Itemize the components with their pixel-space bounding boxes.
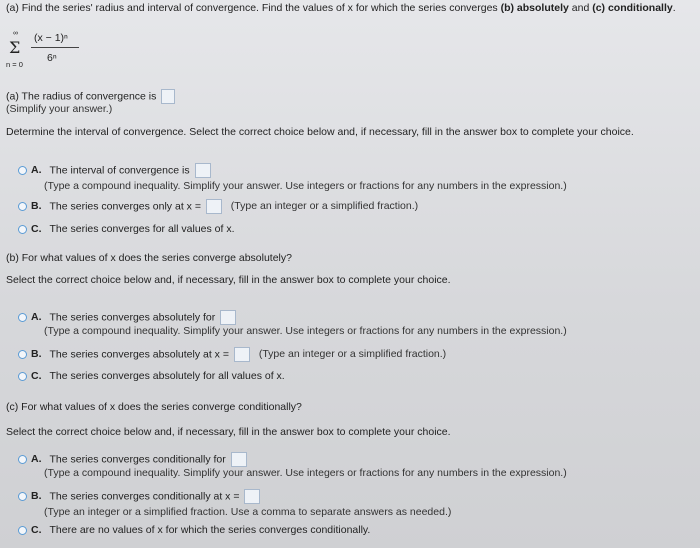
interval-answer-box[interactable] — [195, 163, 211, 178]
option-letter: A. — [31, 453, 42, 466]
sigma-upper-limit: ∞ — [13, 30, 18, 37]
option-text: The interval of convergence is — [49, 164, 190, 177]
radio-button[interactable] — [18, 372, 27, 381]
part-c-option-a[interactable] — [18, 452, 247, 467]
series-formula — [6, 30, 96, 72]
radio-button[interactable] — [18, 225, 27, 234]
radio-button[interactable] — [18, 202, 27, 211]
question-c-part: (c) conditionally — [592, 2, 673, 14]
option-letter: A. — [31, 311, 42, 324]
part-a-option-b[interactable] — [18, 199, 418, 214]
option-letter: B. — [31, 490, 42, 503]
radio-button[interactable] — [18, 350, 27, 359]
part-a-instruction: Determine the interval of convergence. Select the correct choice below and, if necessary, fill in the answer box to complete your choice. — [6, 126, 634, 138]
option-text: The series converges conditionally at x = — [49, 490, 240, 503]
sigma-lower-limit: n = 0 — [6, 60, 23, 69]
absolute-x-answer-box[interactable] — [234, 347, 250, 362]
part-c-option-b[interactable] — [18, 489, 260, 504]
option-letter: C. — [31, 370, 42, 382]
radius-line — [6, 89, 175, 104]
option-letter: A. — [31, 164, 42, 177]
part-c-option-c[interactable] — [18, 524, 370, 536]
radio-button[interactable] — [18, 313, 27, 322]
part-b-instruction: Select the correct choice below and, if necessary, fill in the answer box to complete your choice. — [6, 274, 451, 286]
option-letter: B. — [31, 348, 42, 361]
x-value-answer-box[interactable] — [206, 199, 222, 214]
part-b-option-b[interactable] — [18, 347, 446, 362]
radio-button[interactable] — [18, 455, 27, 464]
option-text: The series converges absolutely for all values of x. — [49, 370, 285, 382]
part-c-question: (c) For what values of x does the series converge conditionally? — [6, 401, 302, 413]
radius-answer-box[interactable] — [161, 89, 175, 104]
part-a-option-c[interactable] — [18, 223, 235, 235]
part-a-option-a-hint: (Type a compound inequality. Simplify your answer. Use integers or fractions for any numbers in the expression.) — [44, 180, 567, 192]
part-c-option-b-hint: (Type an integer or a simplified fraction. Use a comma to separate answers as needed.) — [44, 506, 452, 518]
radio-button[interactable] — [18, 492, 27, 501]
conditional-interval-answer-box[interactable] — [231, 452, 247, 467]
part-b-option-c[interactable] — [18, 370, 285, 382]
absolute-interval-answer-box[interactable] — [220, 310, 236, 325]
question-text — [6, 2, 676, 14]
part-c-instruction: Select the correct choice below and, if necessary, fill in the answer box to complete your choice. — [6, 426, 451, 438]
option-text: The series converges absolutely at x = — [49, 348, 229, 361]
fraction-denominator: 6ⁿ — [47, 52, 57, 64]
option-text: The series converges for all values of x. — [49, 223, 235, 235]
option-letter: B. — [31, 200, 42, 213]
option-hint: (Type an integer or a simplified fraction.) — [258, 348, 447, 361]
part-a-option-a[interactable] — [18, 163, 211, 178]
radio-button[interactable] — [18, 166, 27, 175]
radio-button[interactable] — [18, 526, 27, 535]
option-text: There are no values of x for which the series converges conditionally. — [49, 524, 371, 536]
option-text: The series converges absolutely for — [49, 311, 216, 324]
fraction-numerator: (x − 1)ⁿ — [34, 32, 68, 44]
question-prefix: (a) Find the series' radius and interval of convergence. Find the values of x for which the series converges — [6, 2, 501, 14]
radius-label: (a) The radius of convergence is — [6, 90, 157, 103]
option-letter: C. — [31, 524, 42, 536]
question-b-part: (b) absolutely — [500, 2, 569, 14]
fraction-bar — [31, 47, 79, 48]
question-middle: and — [568, 2, 593, 14]
conditional-x-answer-box[interactable] — [244, 489, 260, 504]
sigma-symbol: Σ — [9, 38, 21, 57]
part-b-option-a[interactable] — [18, 310, 236, 325]
part-c-option-a-hint: (Type a compound inequality. Simplify your answer. Use integers or fractions for any numbers in the expression.) — [44, 467, 567, 479]
option-hint: (Type an integer or a simplified fraction.) — [230, 200, 419, 213]
question-end: . — [672, 2, 676, 14]
option-text: The series converges conditionally for — [49, 453, 226, 466]
option-letter: C. — [31, 223, 42, 235]
part-b-option-a-hint: (Type a compound inequality. Simplify your answer. Use integers or fractions for any numbers in the expression.) — [44, 325, 567, 337]
option-text: The series converges only at x = — [49, 200, 201, 213]
part-b-question: (b) For what values of x does the series converge absolutely? — [6, 252, 292, 264]
radius-hint: (Simplify your answer.) — [6, 103, 113, 115]
